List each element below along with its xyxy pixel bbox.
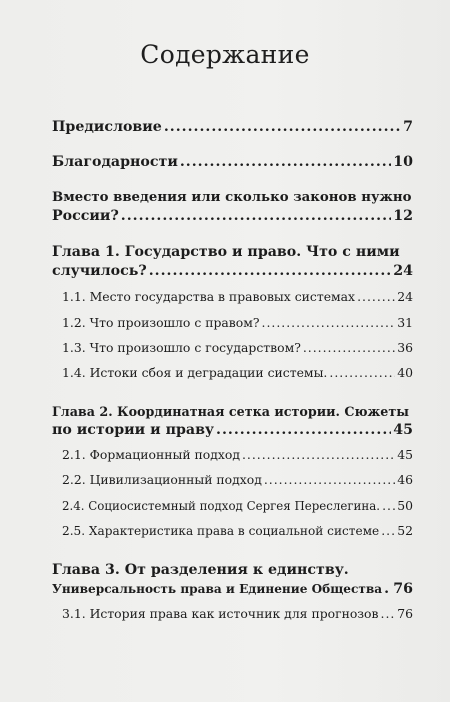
page-number: 36 (397, 340, 413, 355)
page-number: 24 (397, 289, 413, 304)
toc-entry-text: 2.1. Формационный подход (62, 447, 240, 462)
leader-dots (149, 262, 392, 281)
toc-entry-text-line1: Вместо введения или сколько законов нужно (52, 190, 412, 205)
leader-dots (180, 153, 391, 172)
toc-entry-acknowledgements[interactable] (52, 153, 413, 172)
toc-entry-text: Благодарности (52, 154, 178, 170)
toc-entry-text-line1: Глава 1. Государство и право. Что с ними (52, 244, 400, 260)
toc-entry-text-line1: Глава 3. От разделения к единству. (52, 562, 349, 578)
page-number: 10 (393, 154, 413, 170)
leader-dots (329, 363, 395, 382)
toc-entry-2-5[interactable] (62, 521, 413, 541)
toc-entry-1-2[interactable] (62, 313, 413, 332)
toc-entry-text: 1.2. Что произошло с правом? (62, 315, 260, 330)
page-number: 40 (397, 365, 413, 380)
page-number: 45 (393, 422, 413, 438)
page-number: 52 (397, 523, 413, 538)
leader-dots (216, 421, 391, 440)
leader-dots (164, 118, 401, 137)
leader-dots (303, 338, 395, 357)
page-number: 24 (393, 263, 413, 279)
toc-entry-chapter-3[interactable] (52, 561, 413, 599)
page-number: 76 (393, 581, 413, 597)
toc-entry-3-1[interactable] (62, 604, 413, 623)
toc-entry-2-4[interactable] (62, 496, 413, 516)
leader-dots (121, 207, 391, 226)
page-number: 7 (403, 119, 413, 135)
toc-entry-text-line1: Глава 2. Координатная сетка истории. Сюжеты (52, 404, 409, 419)
leader-dots (262, 313, 396, 332)
leader-dots (242, 445, 395, 464)
leader-dots (357, 287, 395, 306)
toc-entry-text: Универсальность права и Единение Общества (52, 582, 383, 596)
toc-entry-1-4[interactable] (62, 363, 413, 382)
toc-entry-text: 3.1. История права как источник для прогнозов (62, 606, 379, 621)
toc-entry-2-1[interactable] (62, 445, 413, 464)
toc-entry-text: 1.3. Что произошло с государством? (62, 340, 301, 355)
toc-entry-text: 2.4. Социосистемный подход Сергея Переслегина. (62, 499, 381, 513)
toc-entry-text: по истории и праву (52, 422, 215, 438)
toc-entry-chapter-1[interactable] (52, 243, 413, 281)
leader-dots (264, 470, 395, 489)
page-number: 50 (397, 498, 413, 513)
toc-entry-text: случилось? (52, 263, 147, 279)
leader-dots (381, 521, 395, 540)
leader-dots (382, 496, 395, 515)
leader-dots (381, 604, 396, 623)
toc-entry-1-1[interactable] (62, 287, 413, 306)
leader-dots (384, 580, 391, 599)
page-number: 45 (397, 447, 413, 462)
page-number: 46 (397, 472, 413, 487)
toc-entry-text: 1.1. Место государства в правовых системах (62, 289, 356, 304)
toc-entry-preface[interactable] (52, 118, 413, 137)
toc-entry-introduction[interactable] (52, 188, 413, 226)
page-title: Содержание (140, 40, 310, 69)
toc-entry-chapter-2[interactable] (52, 402, 413, 440)
toc-entry-1-3[interactable] (62, 338, 413, 357)
page-number: 12 (393, 208, 413, 224)
toc-entry-text: 2.5. Характеристика права в социальной системе (62, 524, 380, 538)
toc-entry-text: России? (52, 208, 119, 224)
toc-entry-text: Предисловие (52, 119, 162, 135)
toc-entry-2-2[interactable] (62, 470, 413, 489)
page-number: 76 (397, 606, 413, 621)
toc-entry-text: 1.4. Истоки сбоя и деградации системы. (62, 365, 328, 380)
page-number: 31 (397, 315, 413, 330)
toc-entry-text: 2.2. Цивилизационный подход (62, 472, 262, 487)
